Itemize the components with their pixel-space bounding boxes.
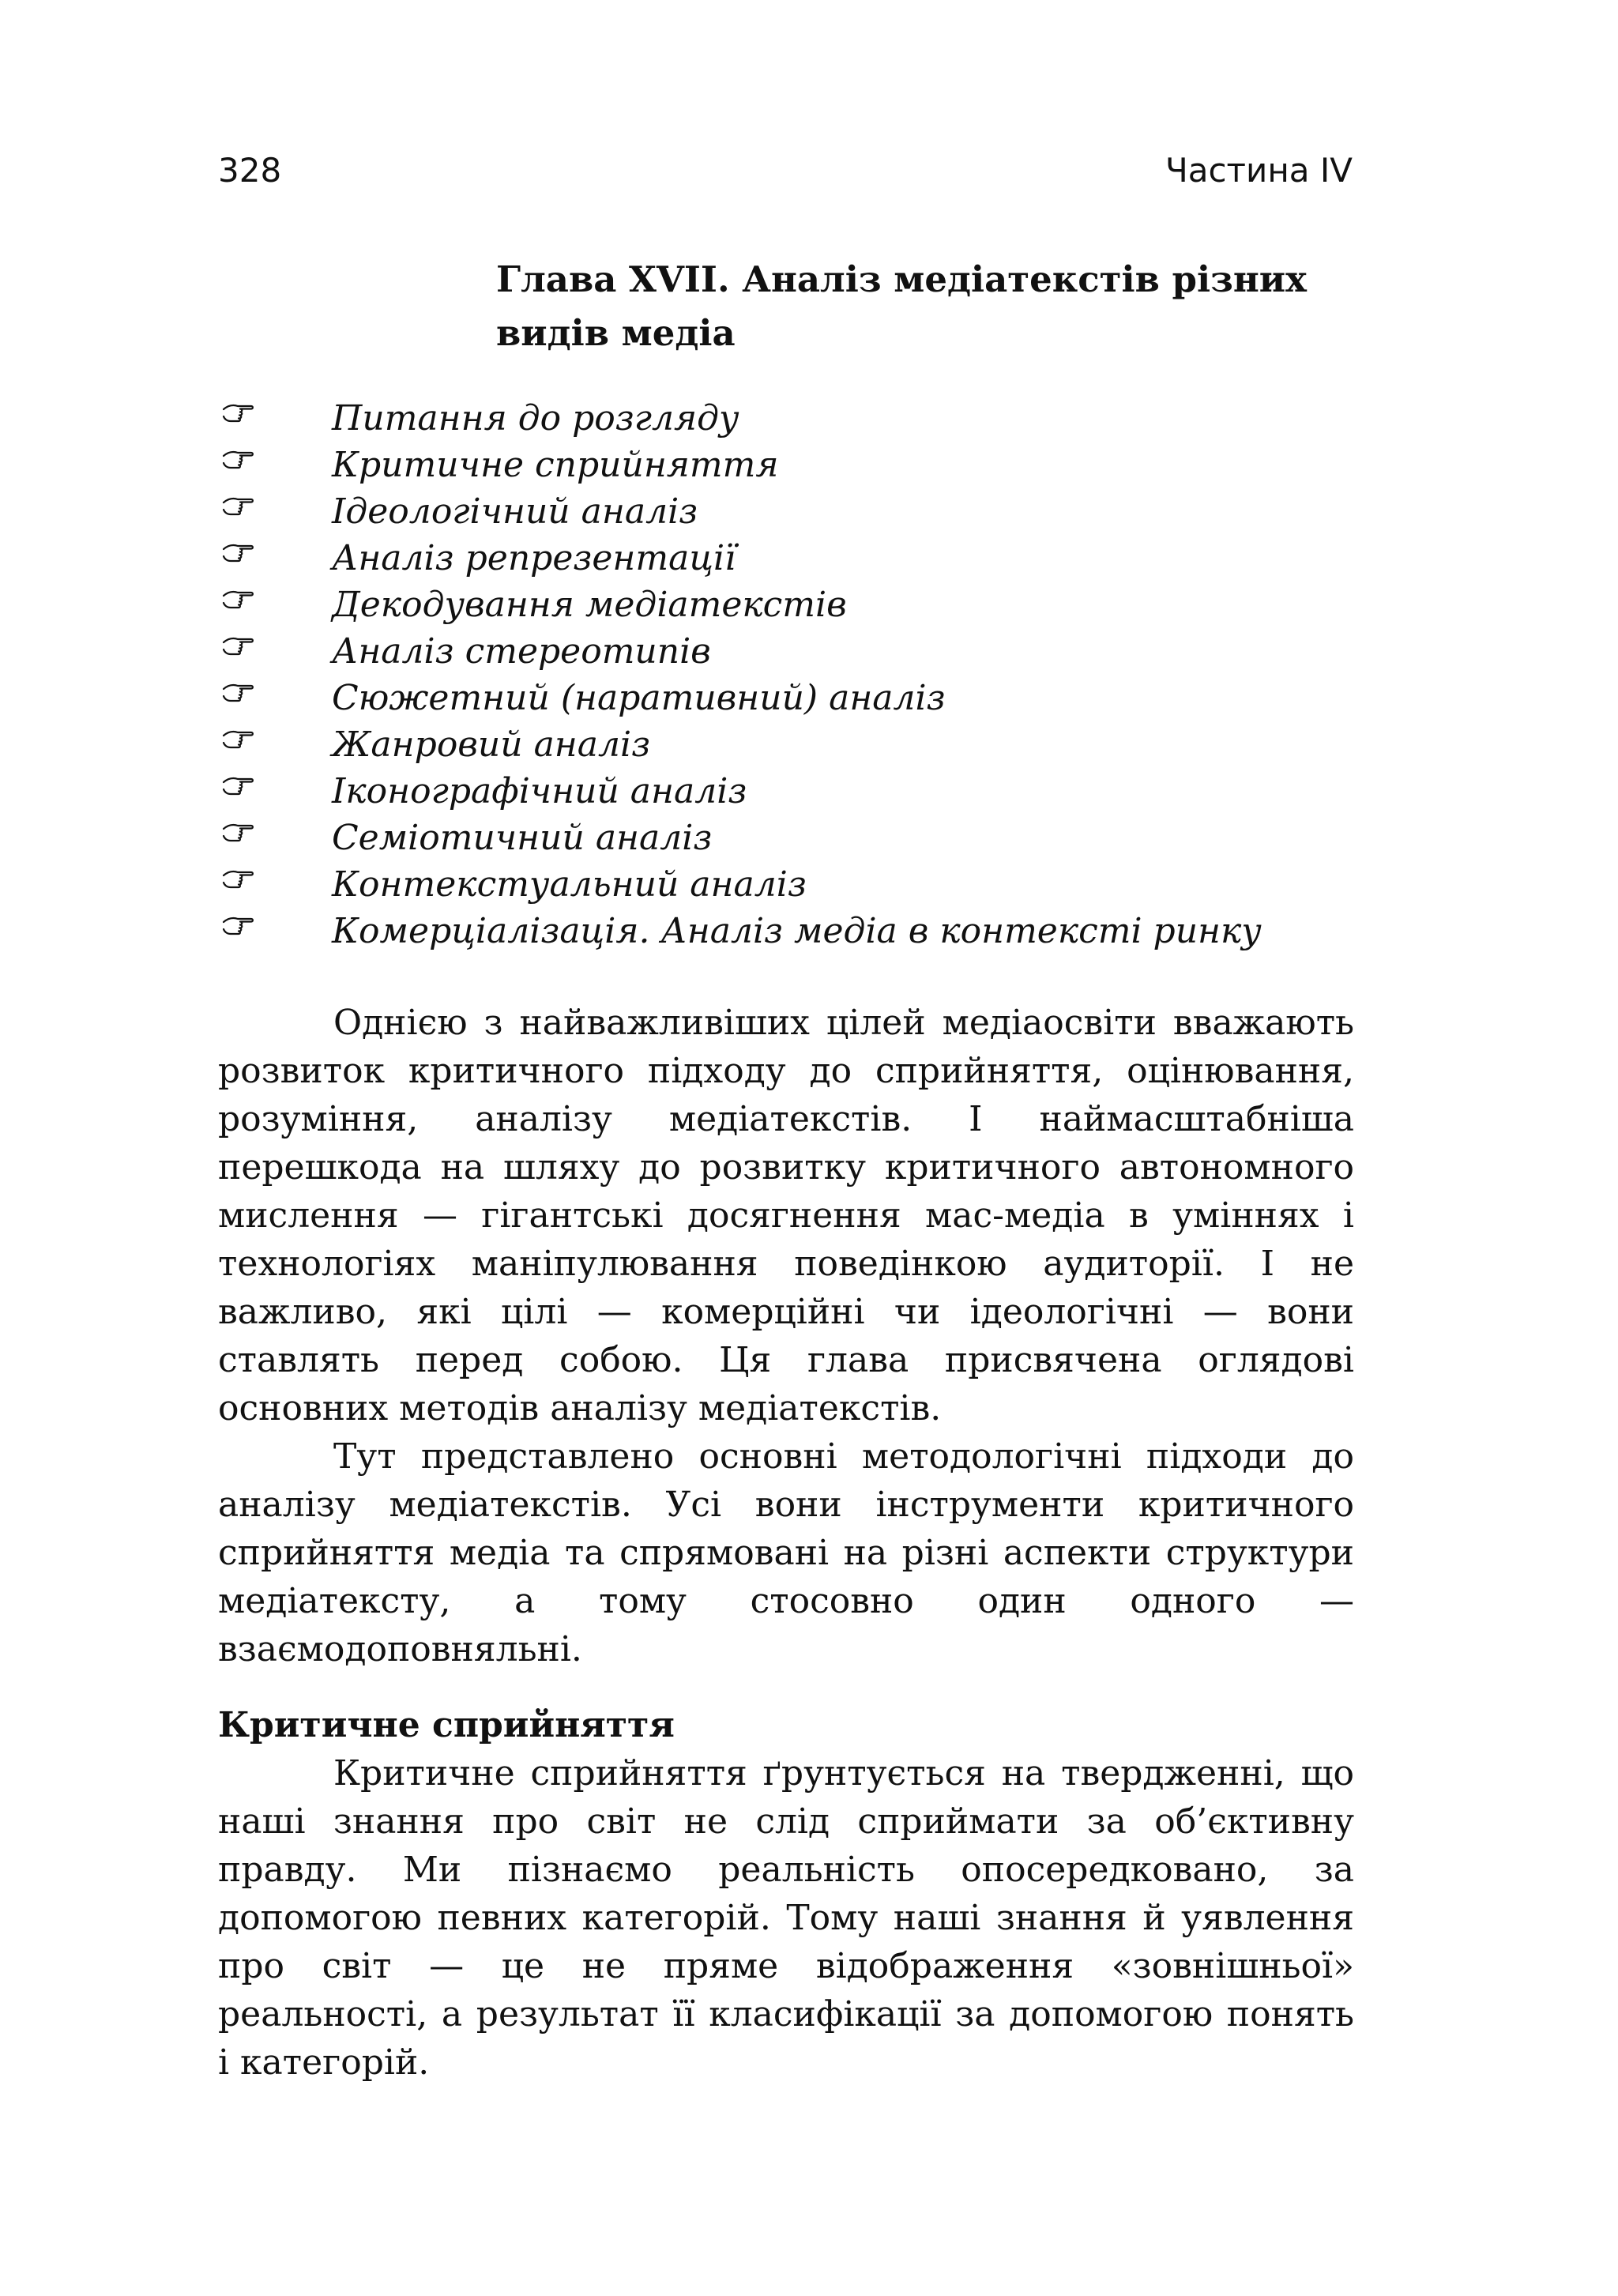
contents-item-label: Контекстуальний аналіз: [332, 864, 807, 905]
contents-item: [218, 490, 1387, 536]
pointing-hand-icon: [221, 866, 254, 893]
pointing-hand-icon: [221, 493, 254, 520]
contents-item: [218, 770, 1387, 816]
intro-paragraph-1: Однією з найважливіших цілей медіаосвіти вважають розвиток критичного підходу до сприйняття, оцінювання, розуміння, аналізу медіатекстів. І наймасштабніша перешкода на шляху до розвитку критичного автономного мислення — гігантські досягнення мас-медіа в уміннях і технологіях маніпулювання поведінкою аудиторії. І не важливо, які цілі — комерційні чи ідеологічні — вони ставлять перед собою. Ця глава присвячена оглядові основних методів аналізу медіатекстів.: [218, 1003, 1354, 1428]
section-paragraph: Критичне сприйняття ґрунтується на твердженні, що наші знання про світ не слід сприймати за об’єктивну правду. Ми пізнаємо реальність опосередковано, за допомогою певних категорій. Тому наші знання й уявлення про світ — це не пряме відображення «зовнішньої» реальності, а результат її класифікації за допомогою понять і категорій.: [218, 1753, 1354, 2083]
pointing-hand-icon: [221, 586, 254, 613]
pointing-hand-icon: [221, 773, 254, 800]
chapter-contents-list: [218, 397, 1387, 956]
contents-item: [218, 723, 1387, 770]
pointing-hand-icon: [221, 913, 254, 939]
pointing-hand-icon: [221, 633, 254, 660]
chapter-title: [496, 253, 1365, 360]
contents-item: [218, 536, 1387, 583]
contents-item-label: Критичне сприйняття: [332, 445, 779, 485]
contents-item: [218, 443, 1387, 490]
pointing-hand-icon: [221, 679, 254, 706]
contents-item-label: Питання до розгляду: [332, 398, 739, 438]
intro-text: [218, 999, 1354, 1673]
contents-item-label: Семіотичний аналіз: [332, 818, 713, 858]
contents-item: [218, 863, 1387, 909]
contents-item-label: Сюжетний (наративний) аналіз: [332, 678, 946, 718]
chapter-title-line-1: Глава XVII. Аналіз медіатекстів різних: [496, 258, 1307, 300]
contents-item: [218, 816, 1387, 863]
contents-item-label: Аналіз стереотипів: [332, 631, 711, 672]
pointing-hand-icon: [221, 726, 254, 753]
contents-item-label: Аналіз репрезентації: [332, 538, 736, 578]
contents-item-label: Декодування медіатекстів: [332, 585, 847, 625]
pointing-hand-icon: [221, 819, 254, 846]
part-label: Частина IV: [1165, 151, 1353, 190]
contents-item-label: Ідеологічний аналіз: [332, 491, 698, 532]
chapter-title-line-2: видів медіа: [496, 312, 736, 354]
pointing-hand-icon: [221, 400, 254, 427]
section-heading: Критичне сприйняття: [218, 1705, 675, 1745]
contents-item: [218, 630, 1387, 676]
contents-item-label: Іконографічний аналіз: [332, 771, 747, 811]
page-number: 328: [218, 151, 282, 190]
contents-item: [218, 909, 1387, 956]
contents-item-label: Жанровий аналіз: [332, 725, 651, 765]
contents-item-label: Комерціалізація. Аналіз медіа в контексті ринку: [332, 911, 1262, 951]
contents-item: [218, 583, 1387, 630]
pointing-hand-icon: [221, 446, 254, 473]
contents-item: [218, 397, 1387, 443]
pointing-hand-icon: [221, 540, 254, 566]
contents-item: [218, 676, 1387, 723]
intro-paragraph-2: Тут представлено основні методологічні підходи до аналізу медіатекстів. Усі вони інструменти критичного сприйняття медіа та спрямовані на різні аспекти структури медіатексту, а тому стосовно один одного — взаємодоповняльні.: [218, 1436, 1354, 1669]
section-text: [218, 1749, 1354, 2087]
